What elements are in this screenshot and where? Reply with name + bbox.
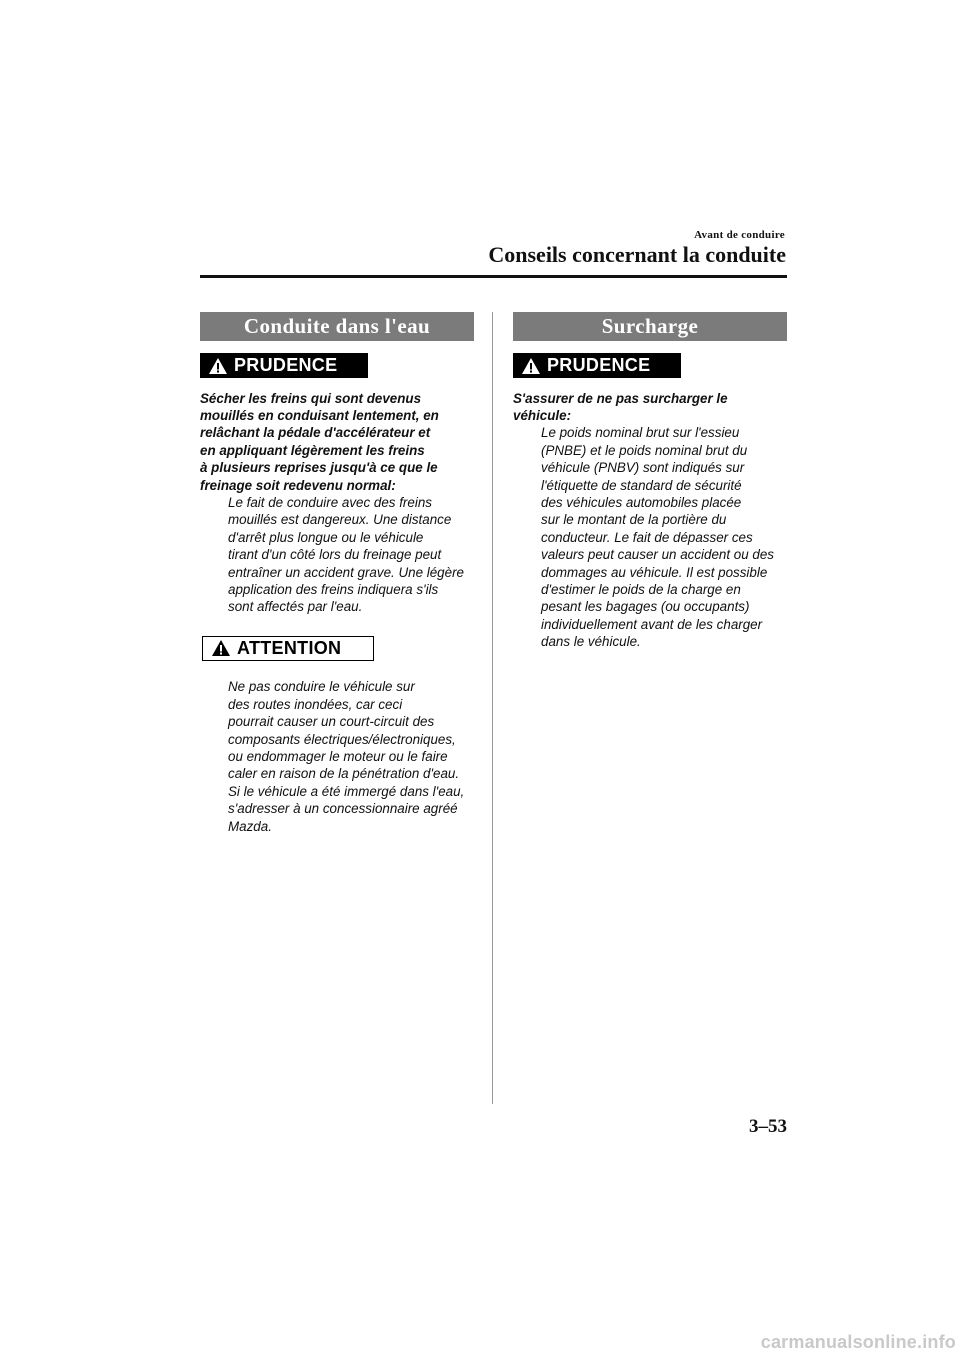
text-line: Le fait de conduire avec des freins xyxy=(228,494,432,510)
warning-triangle-icon xyxy=(521,357,541,375)
text-line: des routes inondées, car ceci xyxy=(228,696,403,712)
prudence-banner xyxy=(513,353,681,378)
text-line: freinage soit redevenu normal: xyxy=(200,477,396,493)
prudence-label: PRUDENCE xyxy=(547,355,651,375)
text-line: dommages au véhicule. Il est possible xyxy=(541,564,768,580)
attention-label: ATTENTION xyxy=(237,637,342,658)
prudence-lead xyxy=(513,390,787,425)
left-column xyxy=(200,312,474,835)
text-line: Sécher les freins qui sont devenus xyxy=(200,390,422,406)
text-line: composants électriques/électroniques, xyxy=(228,731,456,747)
text-line: individuellement avant de les charger xyxy=(541,616,763,632)
column-divider xyxy=(492,312,493,1104)
warning-triangle-icon xyxy=(211,639,231,657)
section-title-surcharge: Surcharge xyxy=(513,312,787,341)
right-column xyxy=(513,312,787,651)
text-line: (PNBE) et le poids nominal brut du xyxy=(541,442,748,458)
watermark[interactable]: carmanualsonline.info xyxy=(760,1332,956,1352)
running-header-title: Conseils concernant la conduite xyxy=(488,242,786,267)
text-line: entraîner un accident grave. Une légère xyxy=(228,564,464,580)
text-line: S'assurer de ne pas surcharger le xyxy=(513,390,728,406)
text-line: l'étiquette de standard de sécurité xyxy=(541,477,742,493)
attention-banner xyxy=(202,636,374,661)
text-line: conducteur. Le fait de dépasser ces xyxy=(541,529,753,545)
prudence-label: PRUDENCE xyxy=(234,355,338,375)
attention-body xyxy=(228,678,474,835)
text-line: application des freins indiquera s'ils xyxy=(228,581,439,597)
text-line: d'estimer le poids de la charge en xyxy=(541,581,741,597)
text-line: relâchant la pédale d'accélérateur et xyxy=(200,425,431,441)
prudence-banner xyxy=(200,353,368,378)
text-line: tirant d'un côté lors du freinage peut xyxy=(228,547,442,563)
section-title-conduite-eau: Conduite dans l'eau xyxy=(200,312,474,341)
text-line: Ne pas conduire le véhicule sur xyxy=(228,679,415,695)
text-line: dans le véhicule. xyxy=(541,634,641,650)
text-line: sont affectés par l'eau. xyxy=(228,599,363,615)
page-number: 3–53 xyxy=(749,1116,787,1137)
text-line: d'arrêt plus longue ou le véhicule xyxy=(228,529,424,545)
prudence-body xyxy=(541,424,787,650)
prudence-body xyxy=(228,494,474,616)
text-line: mouillés est dangereux. Une distance xyxy=(228,512,452,528)
text-line: valeurs peut causer un accident ou des xyxy=(541,547,774,563)
text-line: caler en raison de la pénétration d'eau. xyxy=(228,766,460,782)
text-line: des véhicules automobiles placée xyxy=(541,494,742,510)
text-line: Si le véhicule a été immergé dans l'eau, xyxy=(228,783,465,799)
running-header-section: Avant de conduire xyxy=(694,229,785,241)
text-line: pesant les bagages (ou occupants) xyxy=(541,599,750,615)
warning-triangle-icon xyxy=(208,357,228,375)
header-rule xyxy=(200,275,787,278)
text-line: Le poids nominal brut sur l'essieu xyxy=(541,425,740,441)
text-line: à plusieurs reprises jusqu'à ce que le xyxy=(200,460,438,476)
text-line: en appliquant légèrement les freins xyxy=(200,442,425,458)
text-line: véhicule: xyxy=(513,407,572,423)
text-line: s'adresser à un concessionnaire agréé xyxy=(228,801,458,817)
text-line: pourrait causer un court-circuit des xyxy=(228,714,435,730)
text-line: Mazda. xyxy=(228,818,272,834)
text-line: mouillés en conduisant lentement, en xyxy=(200,407,439,423)
text-line: sur le montant de la portière du xyxy=(541,512,727,528)
prudence-lead xyxy=(200,390,474,494)
text-line: véhicule (PNBV) sont indiqués sur xyxy=(541,460,745,476)
text-line: ou endommager le moteur ou le faire xyxy=(228,748,448,764)
